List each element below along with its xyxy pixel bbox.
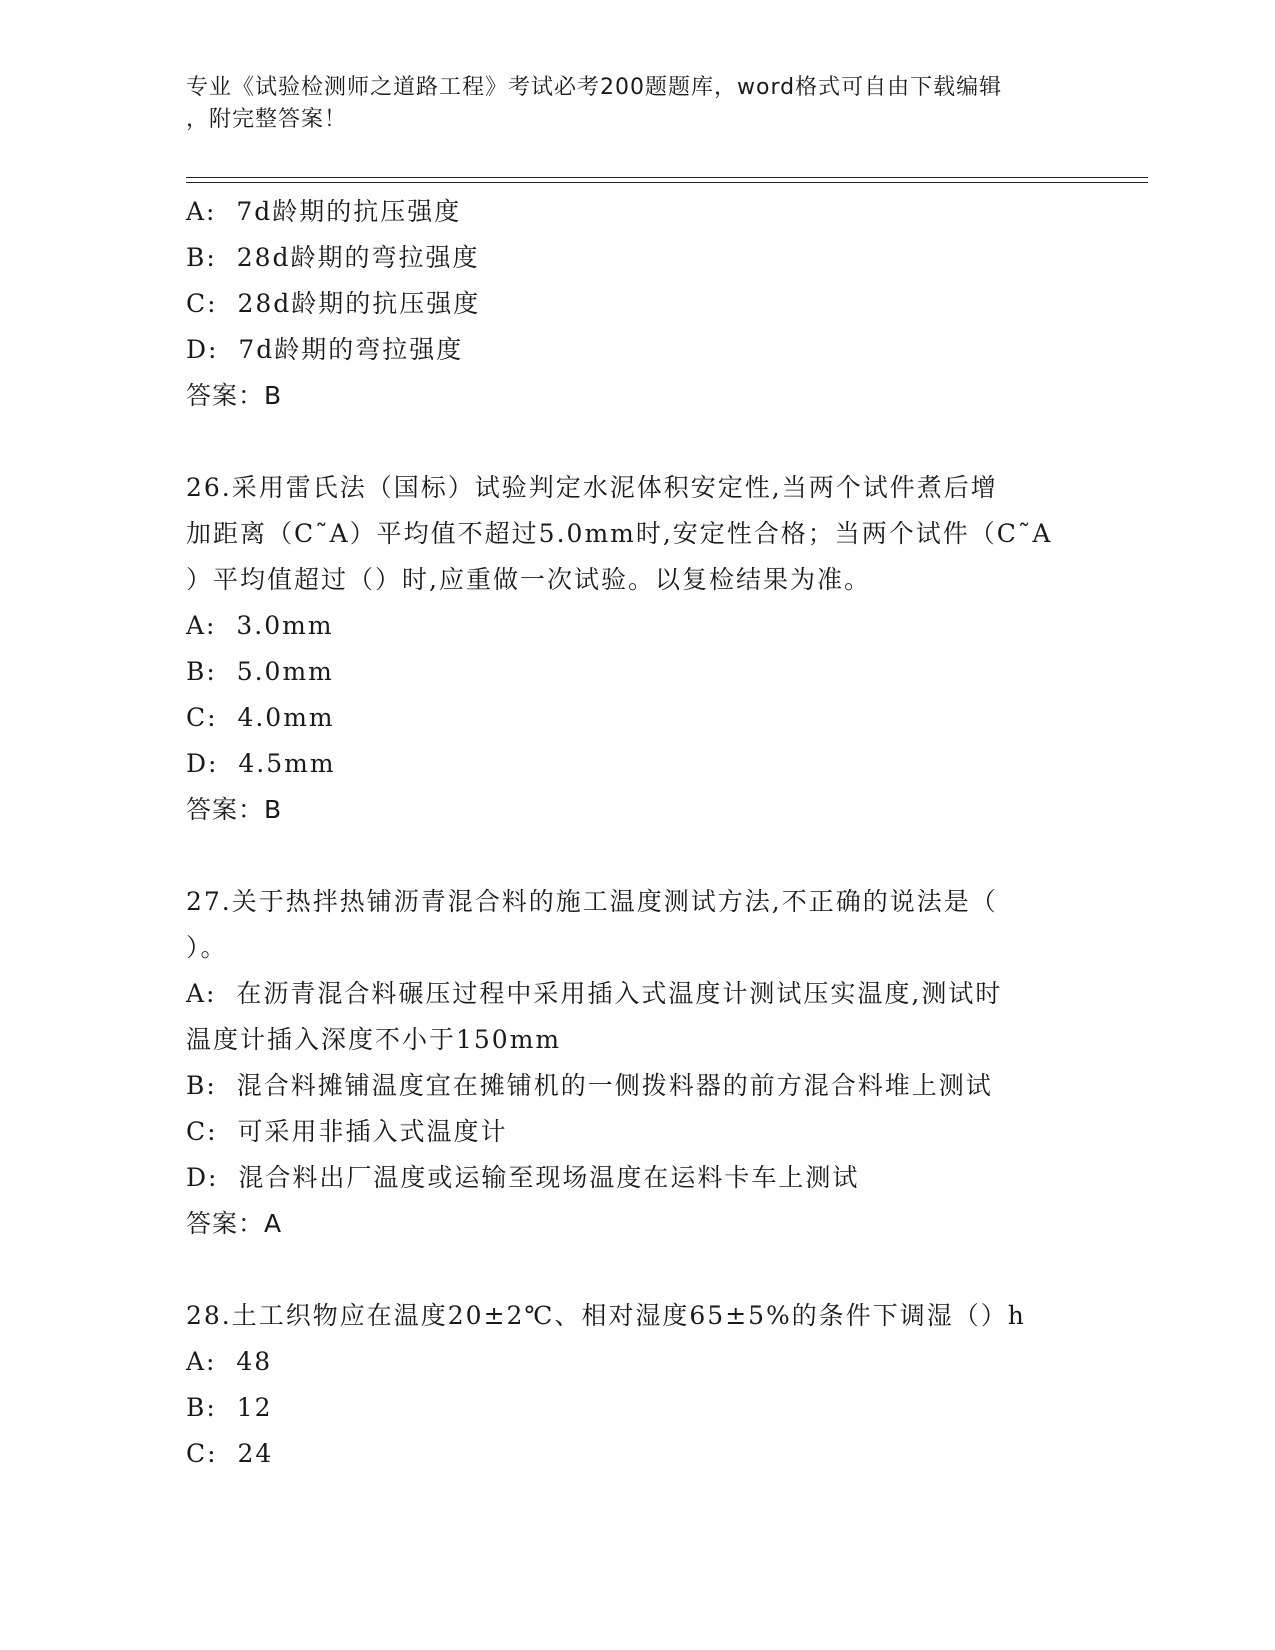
question-26 [186,465,1086,833]
spacer [186,1247,1086,1293]
option-d: D: 7d龄期的弯拉强度 [186,335,464,364]
question-stem-line-2: 加距离（C˜A）平均值不超过5.0mm时,安定性合格；当两个试件（C˜A [186,519,1053,548]
document-header [186,72,1086,136]
question-stem-line-1: 28.土工织物应在温度20±2℃、相对湿度65±5%的条件下调湿（）h [186,1301,1026,1330]
question-25 [186,189,1086,419]
header-rule-bottom [186,182,1148,183]
option-a: A: 3.0mm [186,611,334,640]
option-a-line-2: 温度计插入深度不小于150mm [186,1025,562,1054]
option-c: C: 28d龄期的抗压强度 [186,289,481,318]
option-a: A: 48 [186,1347,273,1376]
question-28 [186,1293,1086,1477]
header-rule-top [186,177,1148,178]
question-stem-line-3: ）平均值超过（）时,应重做一次试验。以复检结果为准。 [186,565,871,594]
answer: 答案：B [186,795,283,824]
option-b: B: 5.0mm [186,657,334,686]
answer: 答案：A [186,1209,283,1238]
spacer [186,419,1086,465]
option-c: C: 4.0mm [186,703,335,732]
question-stem-line-2: ）。 [186,933,228,962]
option-d: D: 混合料出厂温度或运输至现场温度在运料卡车上测试 [186,1163,860,1192]
option-b: B: 28d龄期的弯拉强度 [186,243,480,272]
option-c: C: 可采用非插入式温度计 [186,1117,508,1146]
option-b: B: 12 [186,1393,273,1422]
option-a-line-1: A: 在沥青混合料碾压过程中采用插入式温度计测试压实温度,测试时 [186,979,1003,1008]
option-d: D: 4.5mm [186,749,336,778]
option-c: C: 24 [186,1439,274,1468]
option-b: B: 混合料摊铺温度宜在摊铺机的一侧拨料器的前方混合料堆上测试 [186,1071,993,1100]
question-list [186,189,1086,1477]
spacer [186,833,1086,879]
option-a: A: 7d龄期的抗压强度 [186,197,462,226]
question-stem-line-1: 26.采用雷氏法（国标）试验判定水泥体积安定性,当两个试件煮后增 [186,473,998,502]
question-stem-line-1: 27.关于热拌热铺沥青混合料的施工温度测试方法,不正确的说法是（ [186,887,998,916]
header-line-1: 专业《试验检测师之道路工程》考试必考200题题库，word格式可自由下载编辑 [186,75,1003,100]
answer: 答案：B [186,381,283,410]
question-27 [186,879,1086,1247]
header-line-2: ，附完整答案！ [186,107,348,132]
